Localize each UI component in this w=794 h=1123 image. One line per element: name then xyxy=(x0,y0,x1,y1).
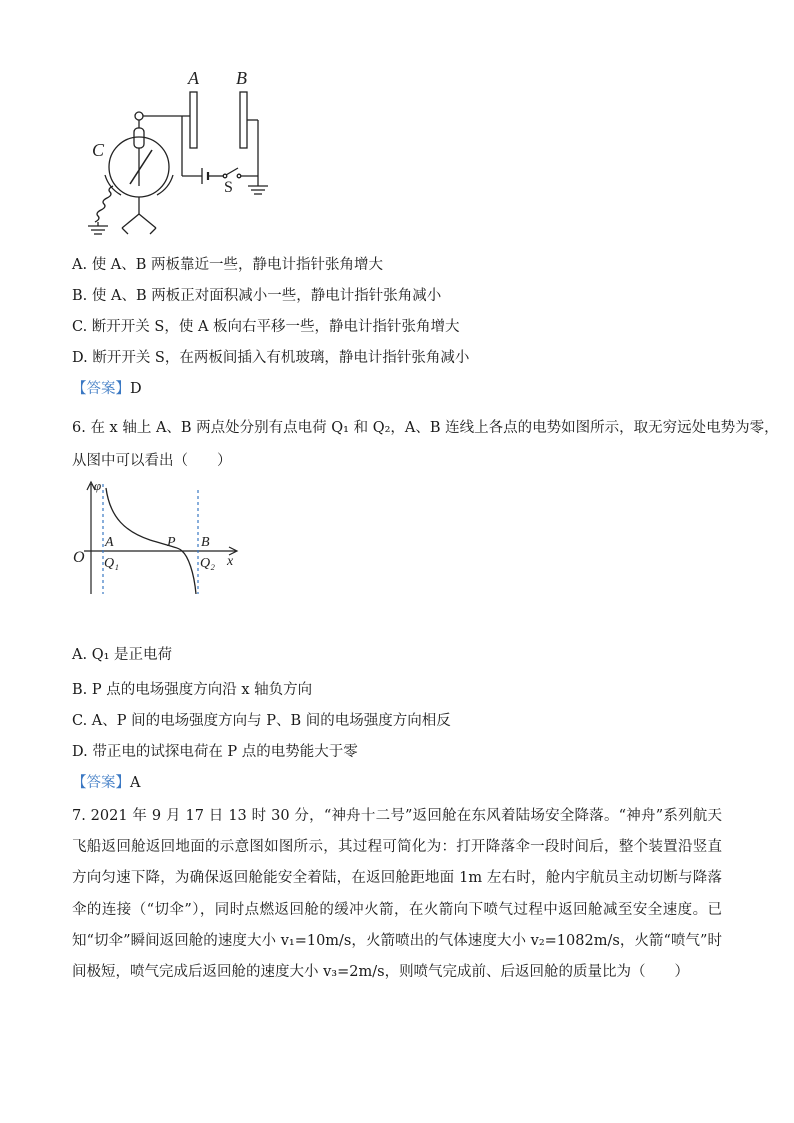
q5-answer xyxy=(72,379,142,399)
q6-answer xyxy=(72,773,140,793)
plate-b xyxy=(240,92,247,148)
charge-q2: Q₂ xyxy=(200,556,215,571)
q6-option-a: A. Q₁ 是正电荷 xyxy=(72,647,172,663)
answer-label: 【答案】 xyxy=(72,775,130,791)
axis-x: x xyxy=(227,554,234,569)
q6-stem-line1: 6. 在 x 轴上 A、B 两点处分别有点电荷 Q₁ 和 Q₂，A、B 连线上各点的电势如图所示，取无穷远处电势为零， xyxy=(72,420,779,436)
q6-option-b: B. P 点的电场强度方向沿 x 轴负方向 xyxy=(72,682,313,698)
point-b: B xyxy=(201,535,210,550)
answer-value: A xyxy=(130,775,141,791)
point-a: A xyxy=(105,535,114,550)
q5-option-c: C. 断开开关 S，使 A 板向右平移一些，静电计指针张角增大 xyxy=(72,319,460,335)
axis-phi: φ xyxy=(94,478,102,493)
label-c: C xyxy=(92,140,105,160)
plate-a xyxy=(190,92,197,148)
label-a: A xyxy=(188,68,199,88)
q5-option-b: B. 使 A、B 两板正对面积减小一些，静电计指针张角减小 xyxy=(72,288,442,304)
label-b: B xyxy=(236,68,247,88)
q5-option-a: A. 使 A、B 两板靠近一些，静电计指针张角增大 xyxy=(72,257,384,273)
q5-option-d: D. 断开开关 S，在两板间插入有机玻璃，静电计指针张角减小 xyxy=(72,350,470,366)
q6-option-c: C. A、P 间的电场强度方向与 P、B 间的电场强度方向相反 xyxy=(72,713,451,729)
electrometer-figure xyxy=(78,66,288,246)
potential-graph xyxy=(70,476,250,601)
q7-text: 7. 2021 年 9 月 17 日 13 时 30 分，“神舟十二号”返回舱在东风着陆场安全降落。“神舟”系列航天飞船返回舱返回地面的示意图如图所示，其过程可简化为：打开降落伞一段时间后，整个装置沿竖直方向匀速下降，为确保返回舱能安全着陆，在返回舱距地面 1m 左右时，舱内宇航员主动切断与降落伞的连接（“切伞”），同时点燃返回舱的缓冲火箭，在火箭向下喷气过程中返回舱减至安全速度。已知“切伞”瞬间返回舱的速度大小 v₁=10m/s，火箭喷出的气体速度大小 v₂=1082m/s，火箭“喷气”时间极短，喷气完成后返回舱的速度大小 v₃=2m/s，则喷气完成前、后返回舱的质量比为（ ） xyxy=(72,808,722,981)
point-p: P xyxy=(167,535,176,550)
answer-value: D xyxy=(130,381,142,397)
q6-option-d: D. 带正电的试探电荷在 P 点的电势能大于零 xyxy=(72,744,358,760)
answer-label: 【答案】 xyxy=(72,381,130,397)
origin-o: O xyxy=(73,549,85,566)
charge-q1: Q₁ xyxy=(104,556,119,571)
label-s: S xyxy=(224,179,233,196)
q6-stem-line2: 从图中可以看出（ ） xyxy=(72,453,232,469)
